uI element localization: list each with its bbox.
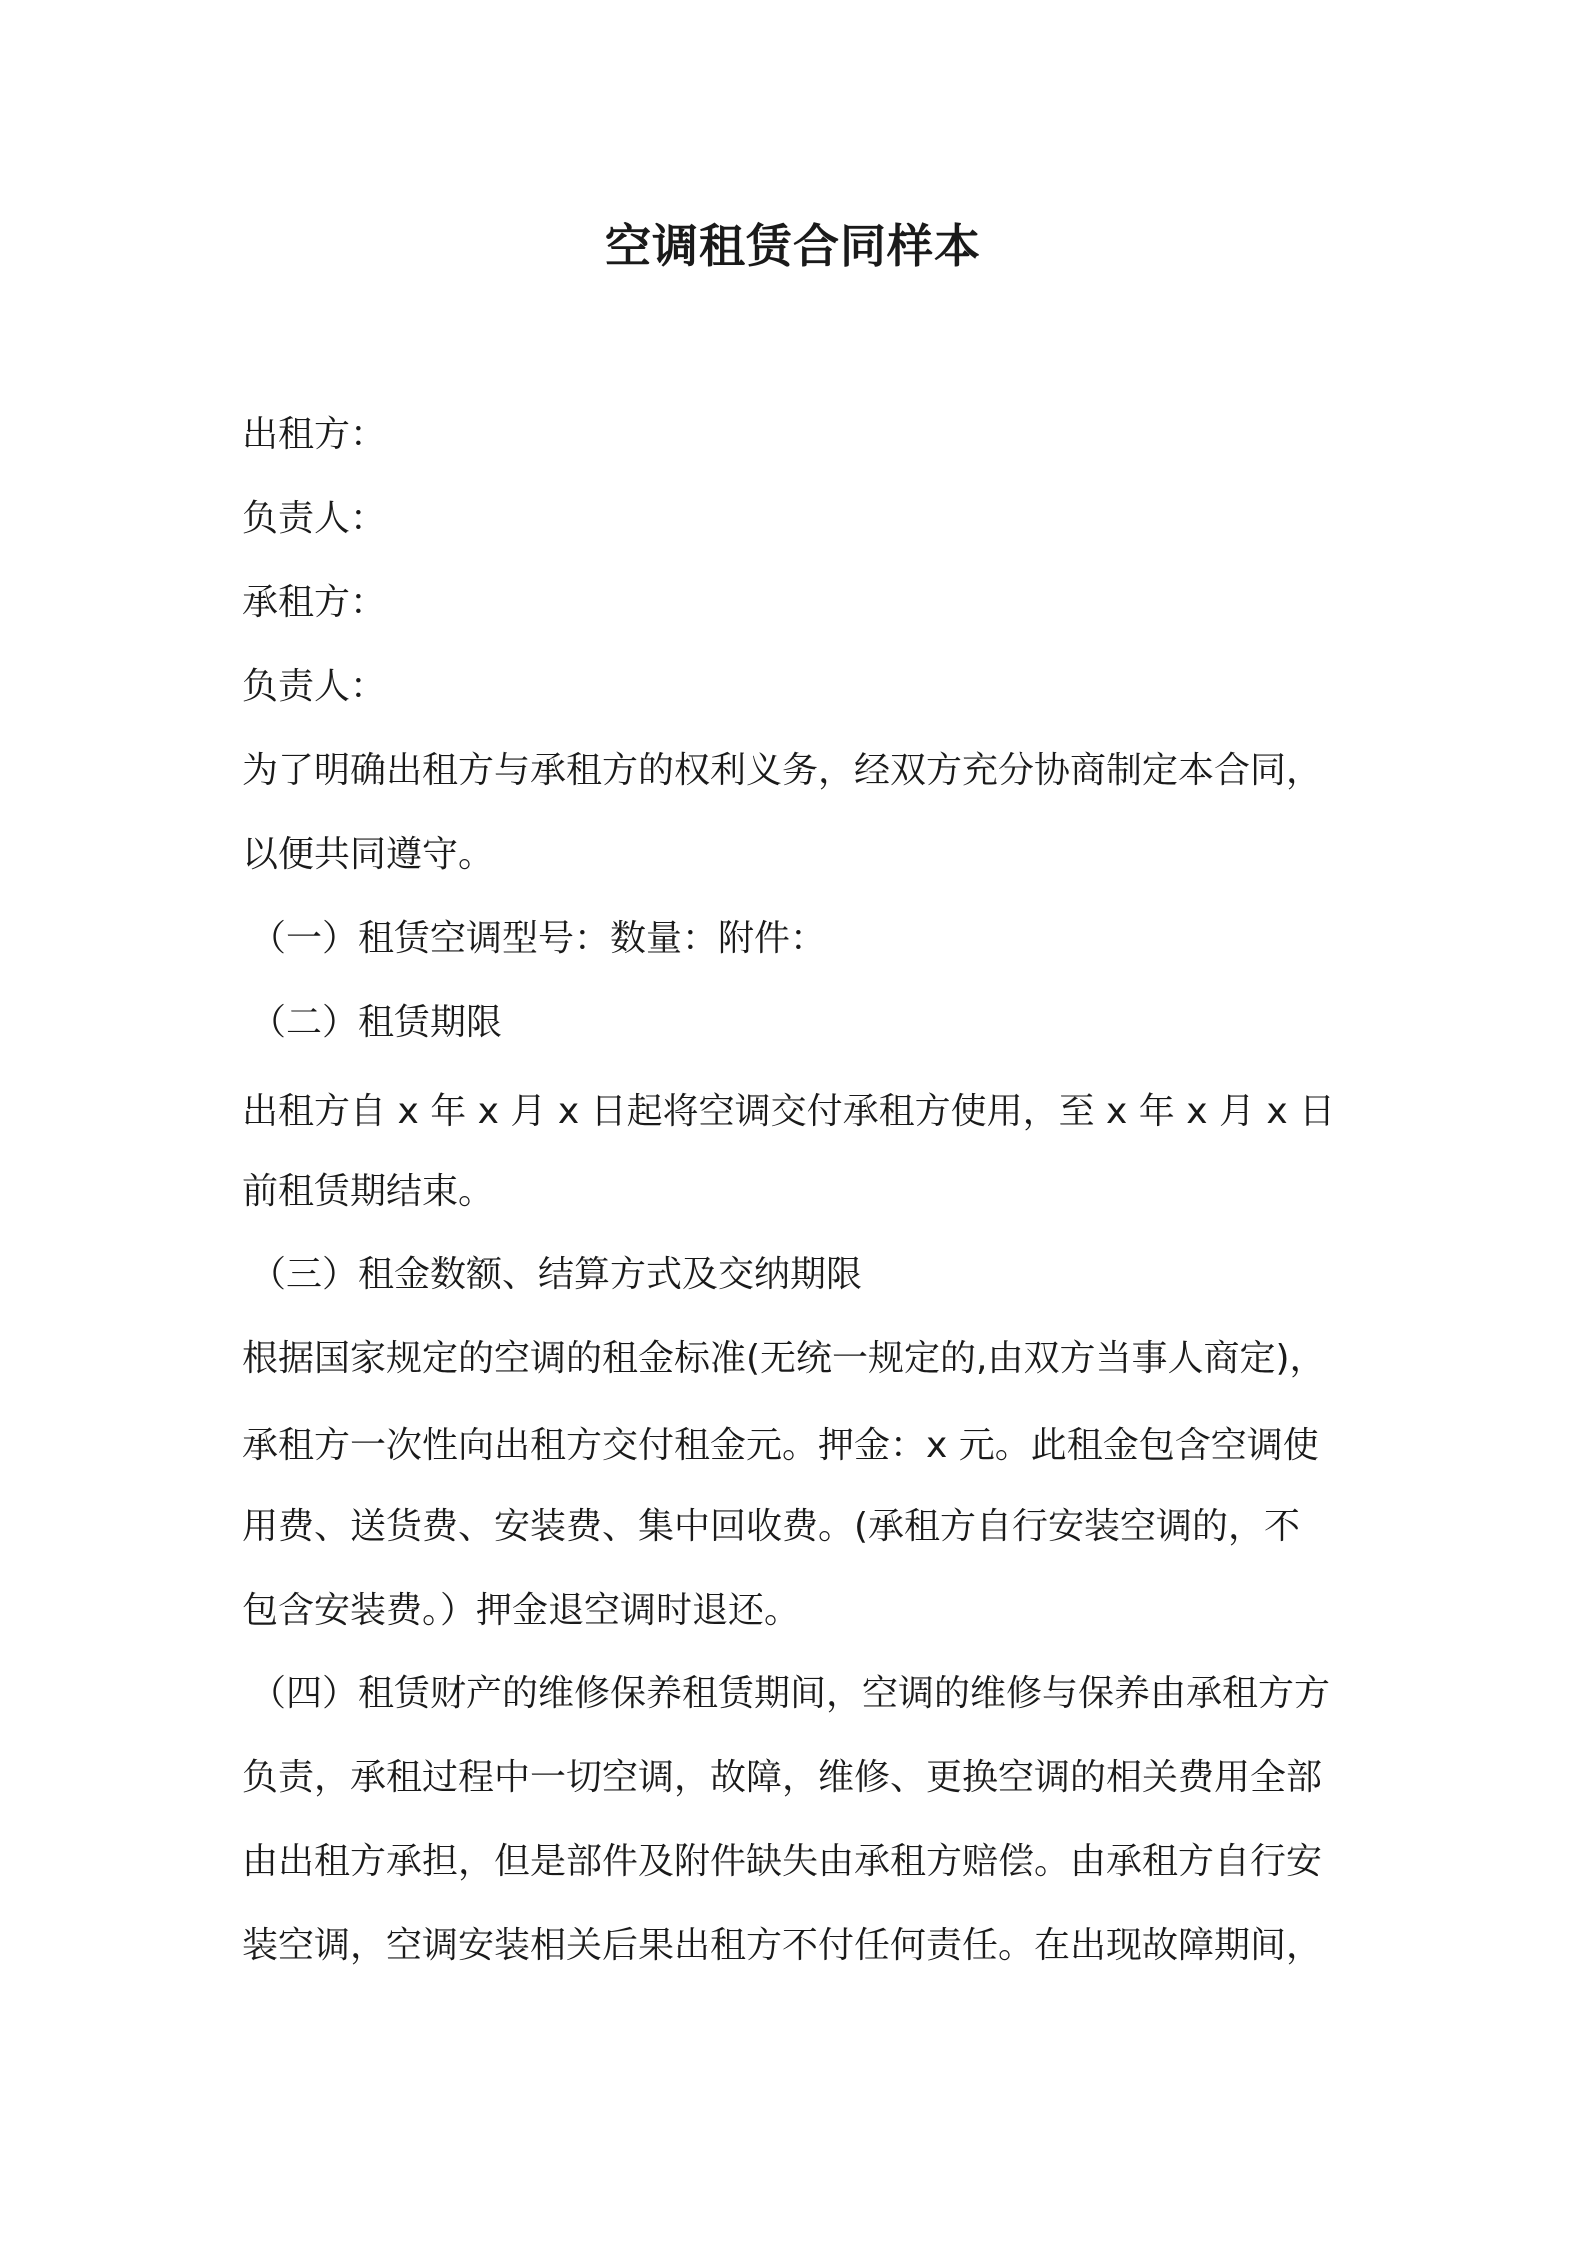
- section-4-line-2: 负责，承租过程中一切空调，故障，维修、更换空调的相关费用全部: [242, 1757, 1323, 1798]
- section-3-body-line-2: 承租方一次性向出租方交付租金元。押金：x 元。此租金包含空调使: [242, 1425, 1319, 1466]
- preamble-line-1: 为了明确出租方与承租方的权利义务，经双方充分协商制定本合同，: [242, 750, 1323, 791]
- lessee-line: 承租方：: [242, 582, 387, 623]
- preamble-line-2: 以便共同遵守。: [242, 834, 495, 875]
- section-1-heading: （一）租赁空调型号：数量：附件：: [250, 918, 827, 959]
- section-2-body-line-2: 前租赁期结束。: [242, 1171, 495, 1212]
- lessee-representative-line: 负责人：: [242, 666, 387, 707]
- section-4-line-3: 由出租方承担，但是部件及附件缺失由承租方赔偿。由承租方自行安: [242, 1841, 1323, 1882]
- lessor-line: 出租方：: [242, 414, 387, 455]
- section-3-body-line-3: 用费、送货费、安装费、集中回收费。(承租方自行安装空调的，不: [242, 1506, 1301, 1547]
- document-title: 空调租赁合同样本: [605, 219, 981, 273]
- section-3-body-line-4: 包含安装费。）押金退空调时退还。: [242, 1590, 801, 1631]
- lessor-representative-line: 负责人：: [242, 498, 387, 539]
- section-3-heading: （三）租金数额、结算方式及交纳期限: [250, 1254, 863, 1295]
- section-4-line-1: （四）租赁财产的维修保养租赁期间，空调的维修与保养由承租方方: [250, 1673, 1331, 1714]
- section-3-body-line-1: 根据国家规定的空调的租金标准(无统一规定的,由双方当事人商定)，: [242, 1338, 1326, 1379]
- section-2-body-line-1: 出租方自 x 年 x 月 x 日起将空调交付承租方使用，至 x 年 x 月 x 日: [242, 1091, 1336, 1132]
- section-2-heading: （二）租赁期限: [250, 1002, 503, 1043]
- section-4-line-4: 装空调，空调安装相关后果出租方不付任何责任。在出现故障期间，: [242, 1925, 1323, 1966]
